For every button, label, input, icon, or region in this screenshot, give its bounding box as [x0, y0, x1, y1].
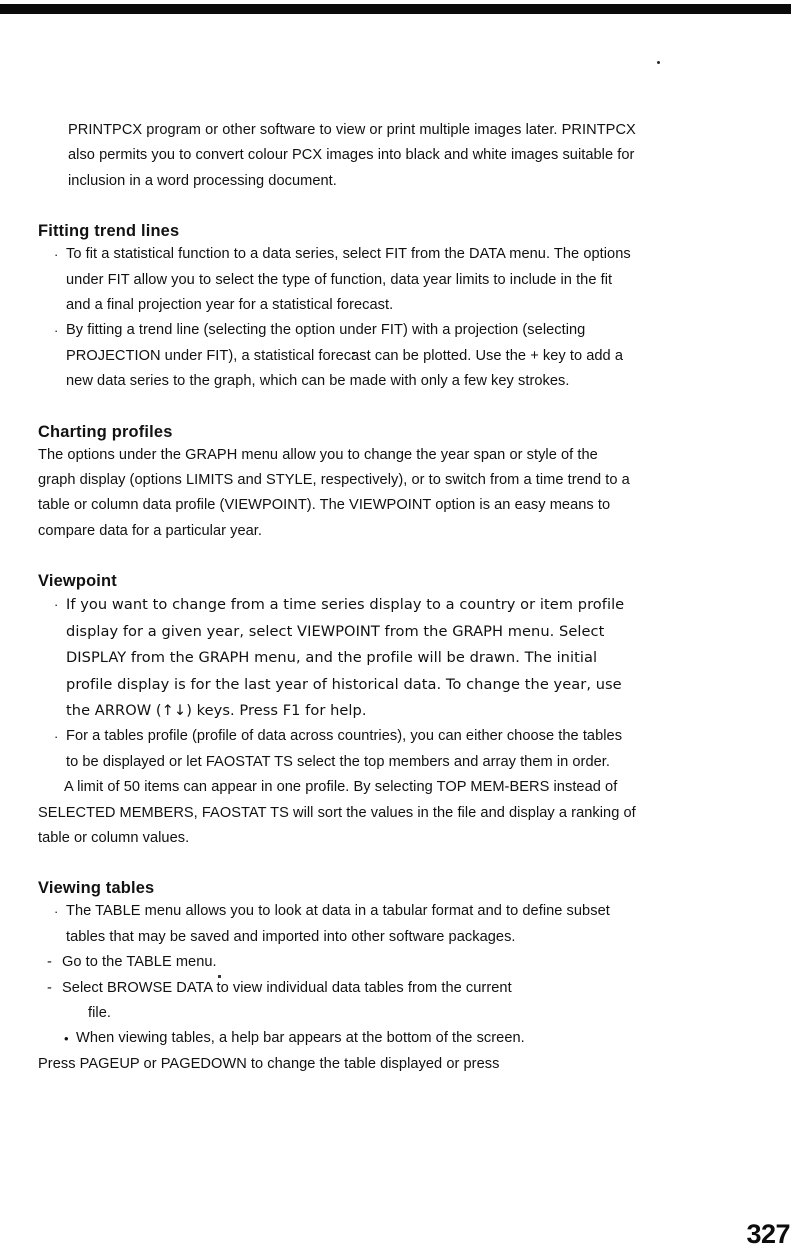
list-item-text: By fitting a trend line (selecting the option under FIT) with a projection (selecting PROJECTION under FIT), a statistical forecast can be plotted. Use the + key to add a new data series to the graph, which can be made with only a few key strokes. — [66, 322, 623, 390]
list-item-text: Select BROWSE DATA to view individual data tables from the current — [62, 979, 512, 996]
viewpoint-paragraph: A limit of 50 items can appear in one profile. By selecting TOP MEM-BERS instead of SELECTED MEMBERS, FAOSTAT TS will sort the values in the file and display a ranking of table or column values. — [38, 779, 636, 846]
bullet-marker-icon: · — [54, 729, 59, 745]
sub-bullet-marker-icon: • — [64, 1031, 69, 1047]
list-item-text: For a tables profile (profile of data across countries), you can either choose the tables to be displayed or let FAOSTAT TS select the top members and array them in order. — [66, 728, 623, 770]
viewpoint-list — [38, 592, 638, 775]
page-number: 327 — [746, 1219, 790, 1249]
bullet-marker-icon: · — [54, 323, 59, 339]
charting-profiles-paragraph: The options under the GRAPH menu allow you to change the year span or style of the graph display (options LIMITS and STYLE, respectively), or to switch from a time trend to a table or column data profile (VIEWPOINT). The VIEWPOINT option is an easy means to compare data for a particular year. — [38, 446, 630, 539]
list-item-text: Go to the TABLE menu. — [62, 954, 217, 971]
list-item — [38, 318, 638, 394]
list-item-text: The TABLE menu allows you to look at data in a tabular format and to define subset tables that may be saved and imported into other software packages. — [66, 903, 610, 945]
list-item-text: To fit a statistical function to a data series, select FIT from the DATA menu. The options under FIT allow you to select the type of function, data year limits to include in the fit and a final projection year for a statistical forecast. — [66, 246, 631, 314]
dash-marker-icon: - — [47, 979, 52, 996]
heading-viewpoint: Viewpoint — [38, 572, 117, 591]
spacer — [38, 851, 638, 877]
page-content — [38, 118, 638, 1077]
dash-marker-icon: - — [47, 954, 52, 971]
bullet-marker-icon: · — [54, 247, 59, 263]
fitting-trend-lines-list — [38, 242, 638, 394]
list-item-text: If you want to change from a time series display to a country or item profile display for a given year, select VIEWPOINT from the GRAPH menu. Select DISPLAY from the GRAPH menu, and the profile will be drawn. The initial profile display is for the last year of historical data. To change the year, use the ARROW (↑↓) keys. Press F1 for help. — [66, 596, 625, 719]
viewing-tables-list — [38, 899, 638, 1051]
heading-viewing-tables: Viewing tables — [38, 879, 155, 898]
list-item — [38, 976, 638, 1027]
spacer — [38, 194, 638, 220]
list-item — [38, 242, 638, 318]
heading-charting-profiles: Charting profiles — [38, 422, 173, 441]
intro-paragraph: PRINTPCX program or other software to view or print multiple images later. PRINTPCX also permits you to convert colour PCX images into black and white images suitable for inclusion in a word processing document. — [68, 122, 636, 189]
spacer — [38, 395, 638, 421]
list-item — [38, 592, 638, 724]
bullet-marker-icon: · — [54, 904, 59, 920]
list-item-text: When viewing tables, a help bar appears at the bottom of the screen. — [76, 1030, 525, 1047]
heading-fitting-trend-lines: Fitting trend lines — [38, 222, 180, 241]
scan-speck-icon — [657, 61, 660, 64]
list-item — [38, 1026, 638, 1051]
spacer — [38, 544, 638, 570]
top-black-rule — [0, 4, 791, 14]
list-item — [38, 950, 638, 975]
viewing-tables-trailing-paragraph: Press PAGEUP or PAGEDOWN to change the table displayed or press — [38, 1055, 500, 1072]
list-item-continuation: file. — [88, 1004, 111, 1021]
bullet-marker-icon: · — [54, 597, 59, 613]
list-item — [38, 899, 638, 950]
list-item — [38, 724, 638, 775]
